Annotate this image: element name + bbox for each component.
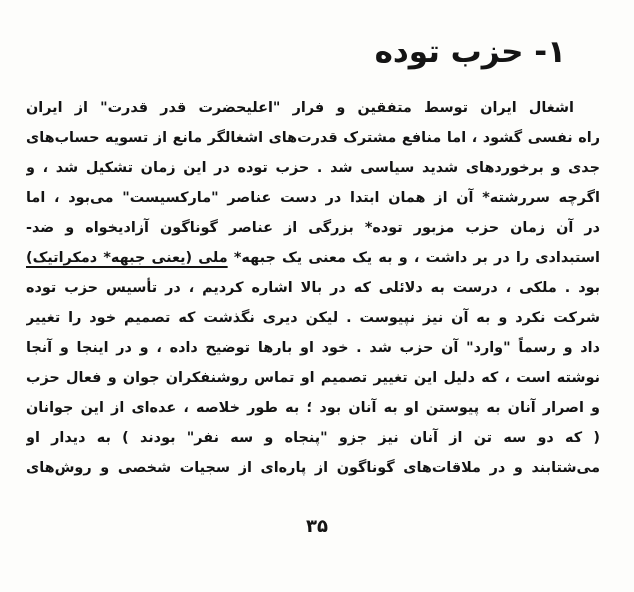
text-line: در آن زمان حزب مزبور توده* بزرگی از عناصر گوناگون آزادیخواه و ضد- <box>26 220 600 236</box>
text-line: شرکت نکرد و به آن نیز نپیوست . لیکن دیری نگذشت که تصمیم خود را تغییر <box>26 310 600 326</box>
text-line: اشغال ایران توسط متفقین و فرار "اعلیحضرت قدر قدرت" از ایران <box>26 100 574 116</box>
body-text <box>26 93 600 483</box>
page-number: ۳۵ <box>306 516 328 537</box>
text-line: می‌شتابند و در ملاقات‌های گوناگون از پاره‌ای از سجیات شخصی و روش‌های <box>26 460 600 476</box>
text-line-start: استبدادی را در بر داشت ، و به یک معنی یک جبهه* <box>227 250 600 266</box>
text-line <box>26 243 600 273</box>
text-line: داد و رسماً "وارد" آن حزب شد . خود او بارها توضیح داده ، و در اینجا و آنجا <box>26 340 600 356</box>
text-line: و اصرار آنان به پیوستن او به آنان بود ؛ به طور خلاصه ، عده‌ای از این جوانان <box>26 400 600 416</box>
underlined-phrase: ملی (یعنی جبهه* دمکراتیک) <box>26 250 228 266</box>
text-line: اگرچه سررشته* آن از همان ابتدا در دست عناصر "مارکسیست" می‌بود ، اما <box>26 190 600 206</box>
text-line: راه نفسی گشود ، اما منافع مشترک قدرت‌های اشغالگر مانع از تسویه حساب‌های <box>26 130 600 146</box>
text-line: جدی و برخوردهای شدید سیاسی شد . حزب توده در این زمان تشکیل شد ، و <box>26 160 600 176</box>
text-line: نوشته است ، که دلیل این تغییر تصمیم او تماس روشنفکران جوان و فعال حزب <box>26 370 600 386</box>
section-heading: ۱- حزب توده <box>374 34 566 70</box>
text-line: بود . ملکی ، درست به دلائلی که در بالا اشاره کردیم ، در تأسیس حزب توده <box>26 280 600 296</box>
text-line: ( که دو سه تن از آنان نیز جزو "پنجاه و سه نفر" بودند ) به دیدار او <box>26 430 600 446</box>
